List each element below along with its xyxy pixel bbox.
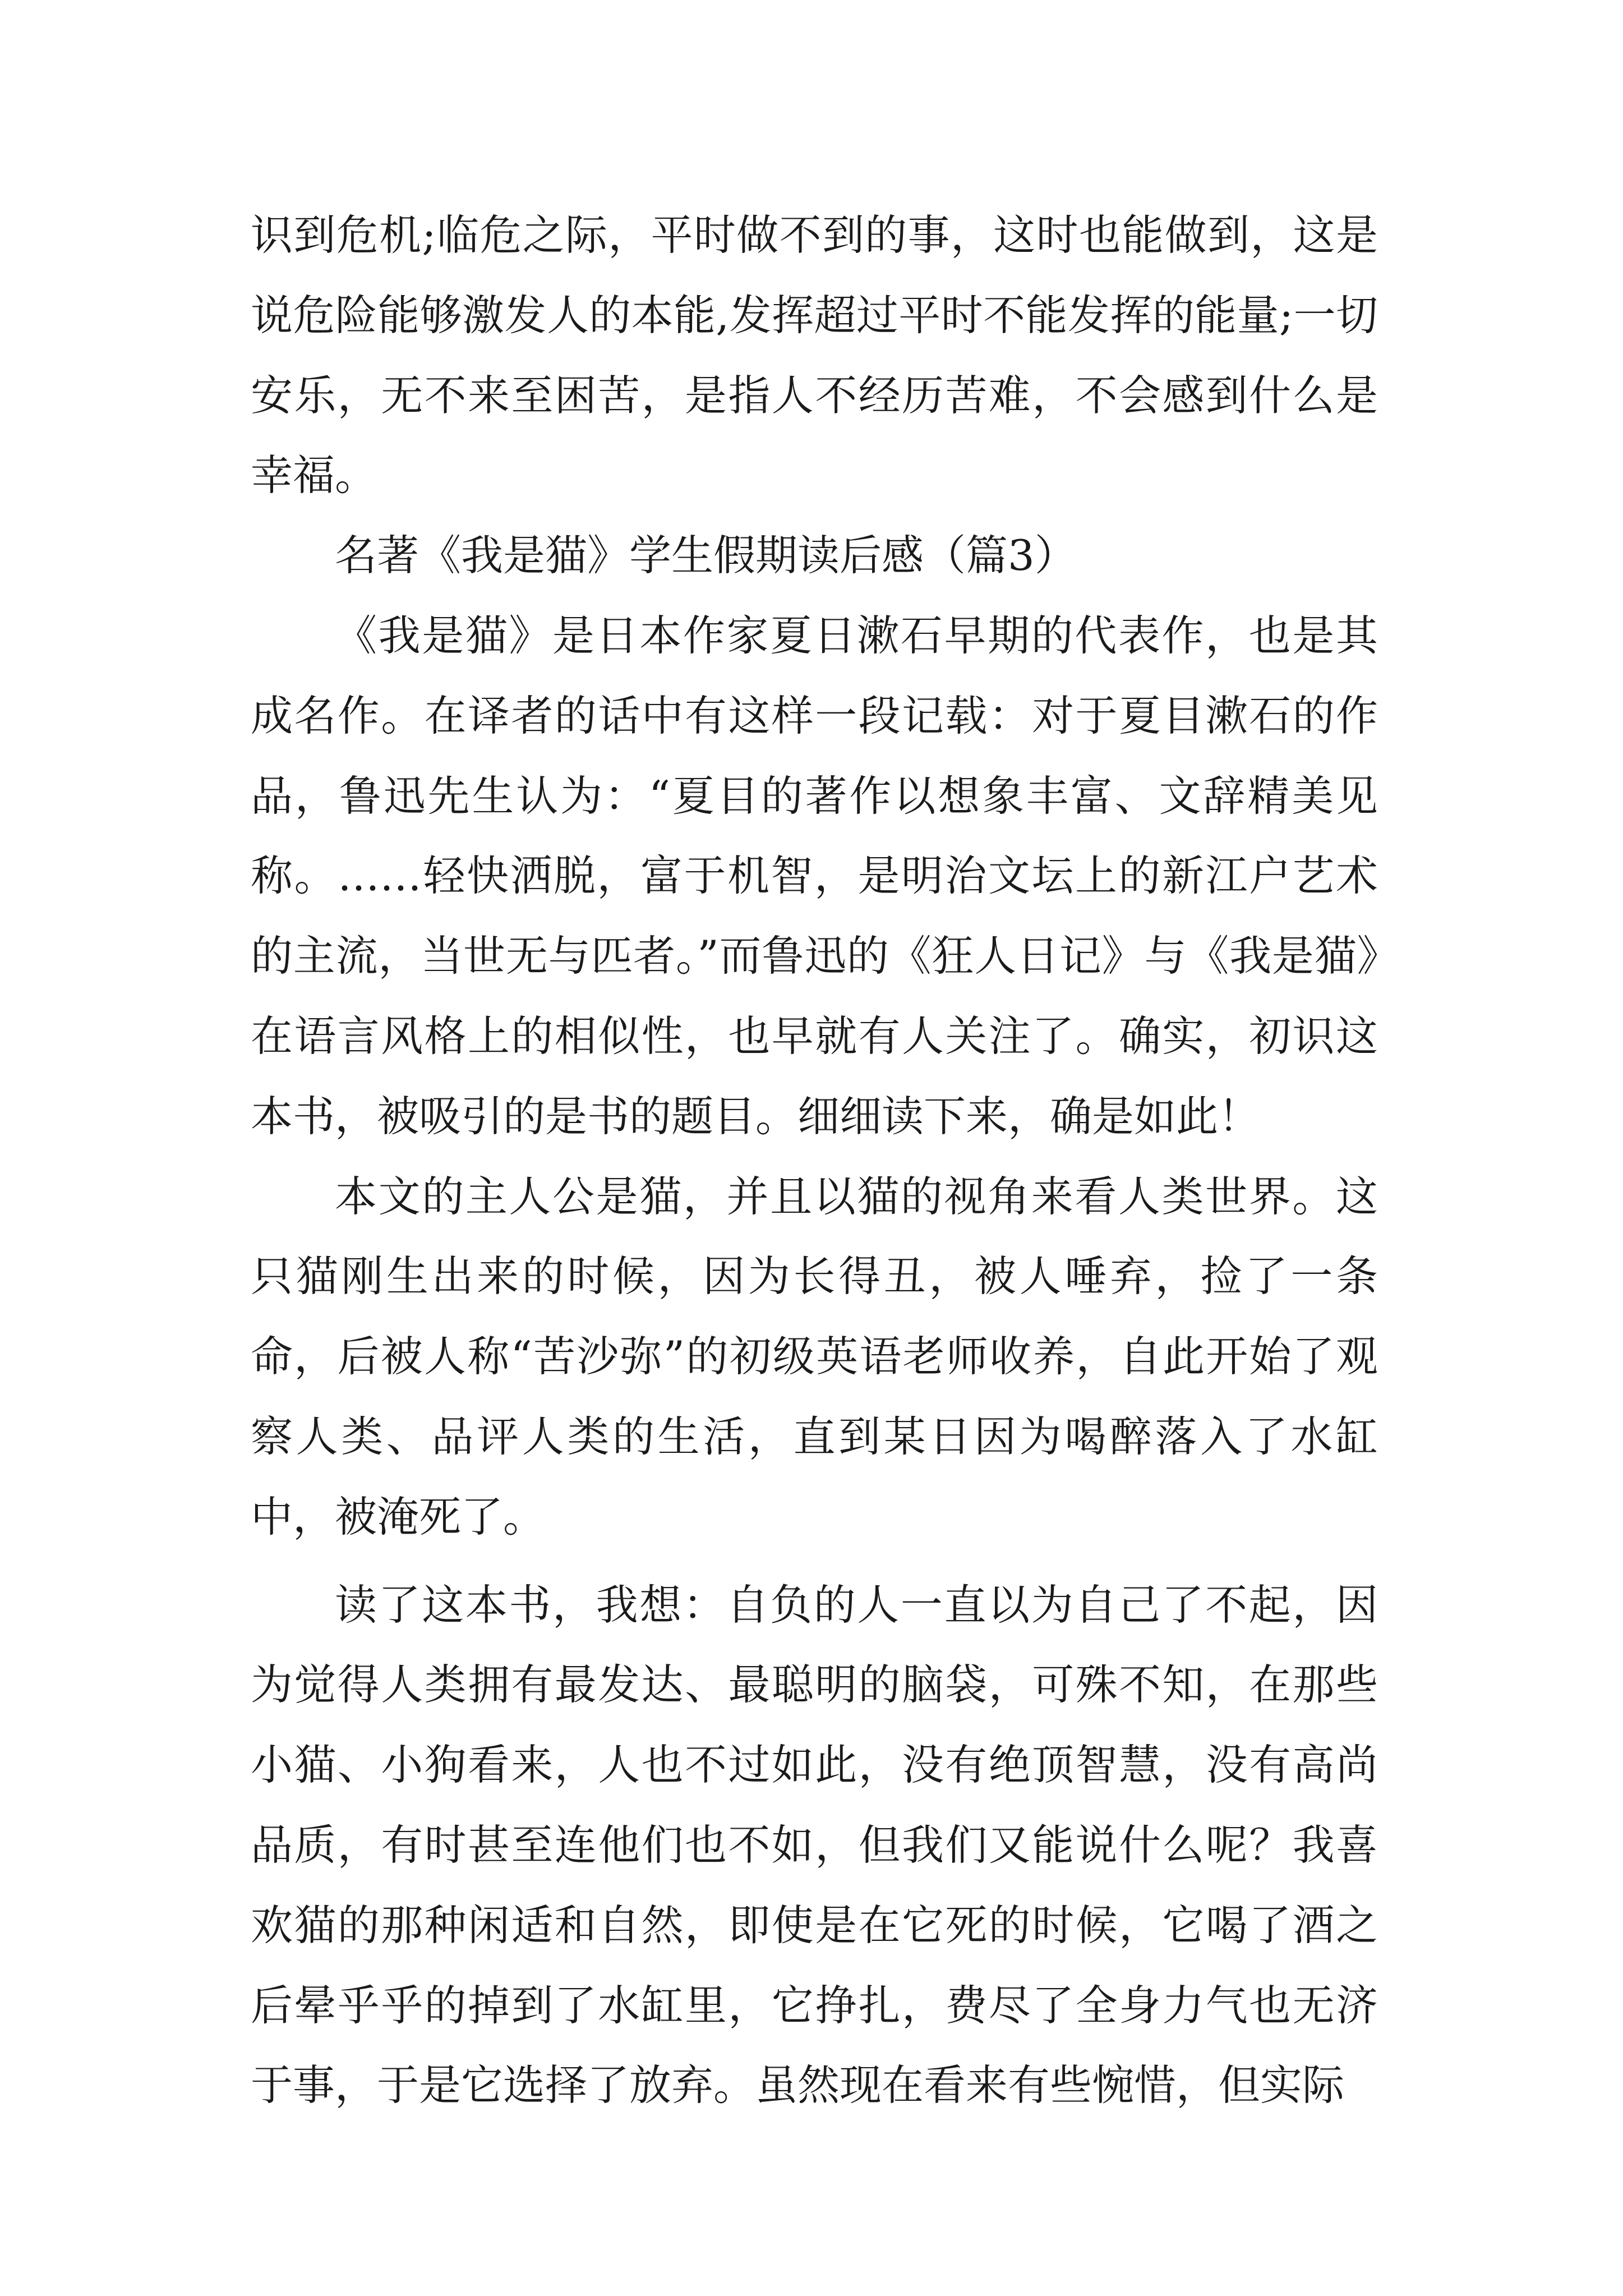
paragraph-continuation: 识到危机;临危之际，平时做不到的事，这时也能做到，这是说危险能够激发人的本能,发挥超过平时不能发挥的能量;一切安乐，无不来至困苦，是指人不经历苦难，不会感到什么是幸福。 (251, 210, 1378, 500)
document-body (251, 195, 1378, 2125)
paragraph-reflection: 读了这本书，我想：自负的人一直以为自己了不起，因为觉得人类拥有最发达、最聪明的脑袋，可殊不知，在那些小猫、小狗看来，人也不过如此，没有绝顶智慧，没有高尚品质，有时甚至连他们也不如，但我们又能说什么呢？我喜欢猫的那种闲适和自然，即使是在它死的时候，它喝了酒之后晕乎乎的掉到了水缸里，它挣扎，费尽了全身力气也无济于事，于是它选择了放弃。虽然现在看来有些惋惜，但实际 (251, 1580, 1378, 2110)
section-heading: 名著《我是猫》学生假期读后感（篇3） (335, 531, 1077, 581)
paragraph-plot: 本文的主人公是猫，并且以猫的视角来看人类世界。这只猫刚生出来的时候，因为长得丑，被人唾弃，捡了一条命，后被人称“苦沙弥”的初级英语老师收养，自此开始了观察人类、品评人类的生活，直到某日因为喝醉落入了水缸中，被淹死了。 (251, 1171, 1378, 1542)
paragraph-intro: 《我是猫》是日本作家夏日漱石早期的代表作，也是其成名作。在译者的话中有这样一段记载：对于夏目漱石的作品，鲁迅先生认为：“夏目的著作以想象丰富、文辞精美见称。……轻快洒脱，富于机智，是明治文坛上的新江户艺术的主流，当世无与匹者。”而鲁迅的《狂人日记》与《我是猫》在语言风格上的相似性，也早就有人关注了。确实，初识这本书，被吸引的是书的题目。细细读下来，确是如此！ (251, 610, 1378, 1141)
